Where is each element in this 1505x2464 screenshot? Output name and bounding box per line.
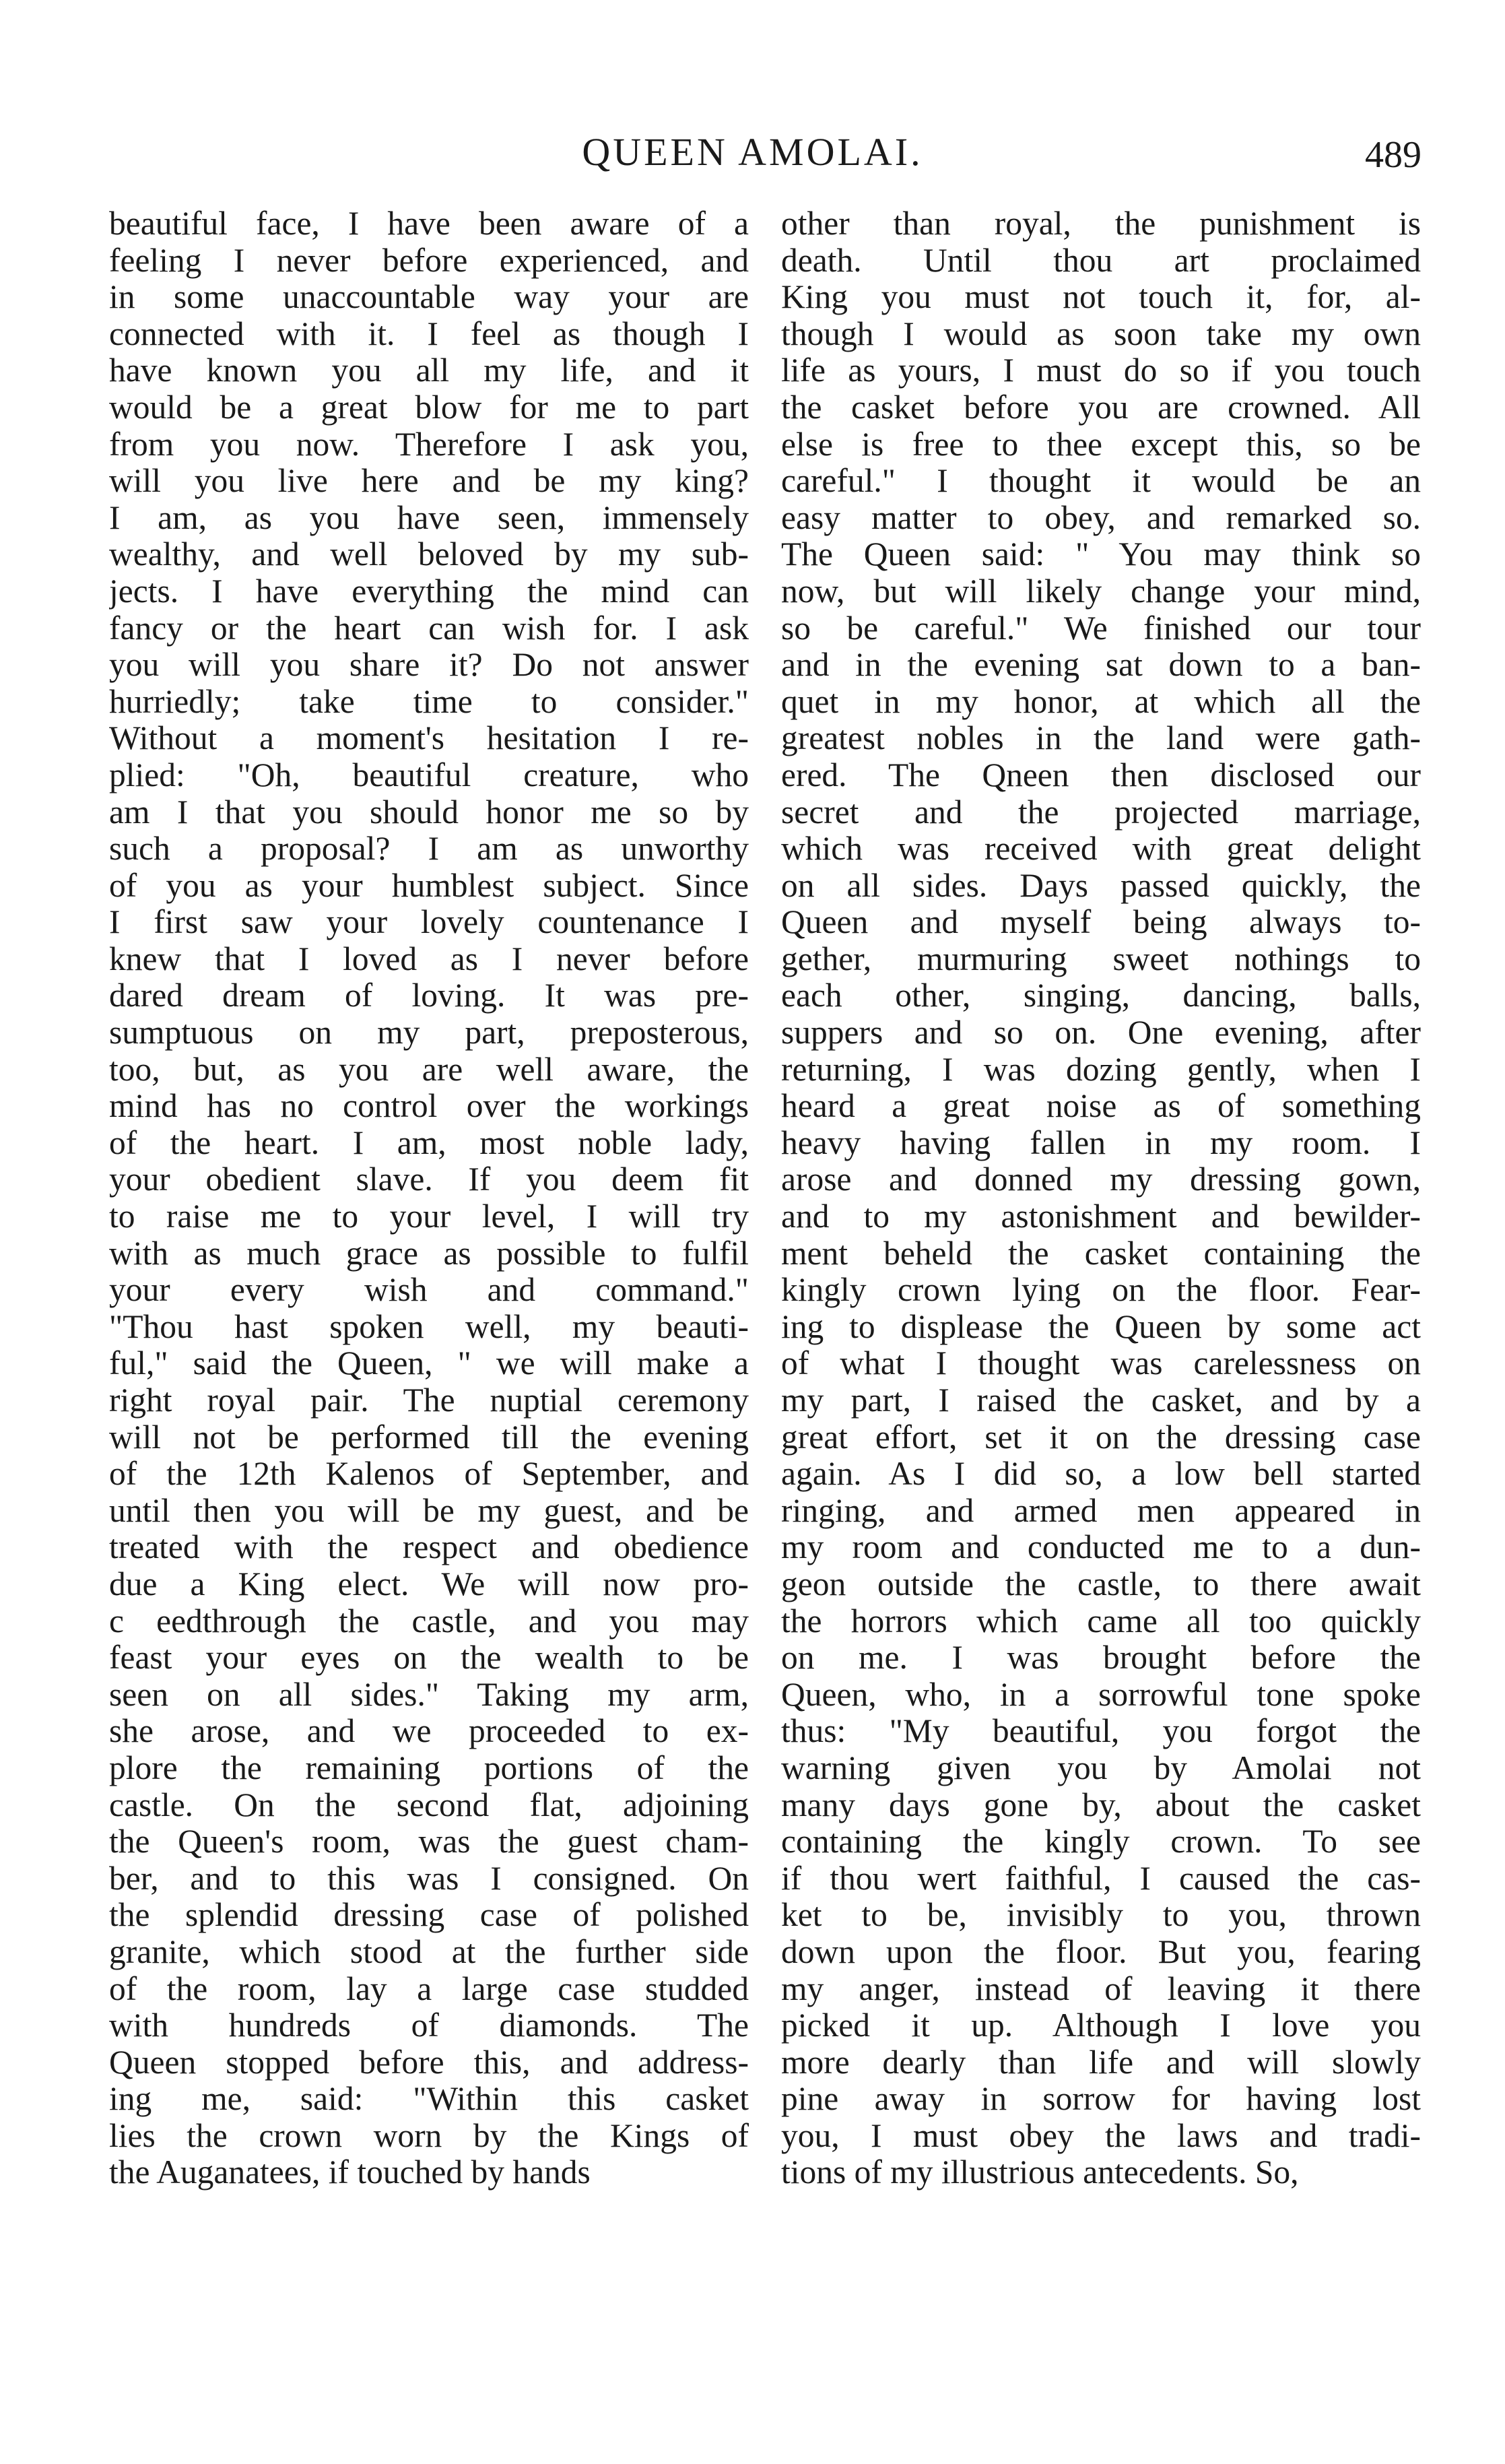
text-line: the Queen's room, was the guest cham- <box>109 1823 749 1860</box>
text-line: Queen, who, in a sorrowful tone spoke <box>781 1676 1421 1713</box>
text-line: on all sides. Days passed quickly, the <box>781 867 1421 904</box>
text-line: I first saw your lovely countenance I <box>109 904 749 941</box>
text-line: ered. The Qneen then disclosed our <box>781 756 1421 793</box>
text-line: kingly crown lying on the floor. Fear- <box>781 1272 1421 1309</box>
text-line: the Auganatees, if touched by hands <box>109 2154 591 2191</box>
running-head <box>0 125 1505 179</box>
text-line: ing to displease the Queen by some act <box>781 1308 1421 1345</box>
text-line: again. As I did so, a low bell started <box>781 1456 1421 1493</box>
text-line: lies the crown worn by the Kings of <box>109 2117 749 2154</box>
text-line: wealthy, and well beloved by my sub- <box>109 536 749 573</box>
text-line: Queen and myself being always to- <box>781 904 1421 941</box>
text-line: your every wish and command." <box>109 1272 749 1309</box>
text-line: the casket before you are crowned. All <box>781 389 1421 426</box>
text-line: thus: "My beautiful, you forgot the <box>781 1713 1421 1750</box>
text-line: of the heart. I am, most noble lady, <box>109 1124 749 1161</box>
text-line: secret and the projected marriage, <box>781 793 1421 831</box>
text-line: greatest nobles in the land were gath- <box>781 720 1421 757</box>
text-line: life as yours, I must do so if you touch <box>781 352 1421 389</box>
text-line: gether, murmuring sweet nothings to <box>781 940 1421 977</box>
text-line: my room and conducted me to a dun- <box>781 1529 1421 1566</box>
text-line: plore the remaining portions of the <box>109 1749 749 1786</box>
text-line: granite, which stood at the further side <box>109 1933 749 1970</box>
text-line: to raise me to your level, I will try <box>109 1198 749 1235</box>
text-line: would be a great blow for me to part <box>109 389 749 426</box>
text-line: if thou wert faithful, I caused the cas- <box>781 1860 1421 1897</box>
text-line: due a King elect. We will now pro- <box>109 1565 749 1602</box>
text-line: seen on all sides." Taking my arm, <box>109 1676 749 1713</box>
text-line: of what I thought was carelessness on <box>781 1345 1421 1382</box>
text-column-left <box>109 205 749 2191</box>
text-line: so be careful." We finished our tour <box>781 610 1421 647</box>
text-line: quet in my honor, at which all the <box>781 683 1421 720</box>
text-line: feast your eyes on the wealth to be <box>109 1640 749 1677</box>
text-line: am I that you should honor me so by <box>109 793 749 831</box>
text-line: picked it up. Although I love you <box>781 2007 1421 2044</box>
text-line: castle. On the second flat, adjoining <box>109 1786 749 1823</box>
text-line: in some unaccountable way your are <box>109 279 749 316</box>
text-line: have known you all my life, and it <box>109 352 749 389</box>
text-line: easy matter to obey, and remarked so. <box>781 499 1421 536</box>
text-line: returning, I was dozing gently, when I <box>781 1051 1421 1088</box>
text-line: jects. I have everything the mind can <box>109 573 749 610</box>
text-line: I am, as you have seen, immensely <box>109 499 749 536</box>
text-line: you will you share it? Do not answer <box>109 647 749 684</box>
text-line: feeling I never before experienced, and <box>109 242 749 279</box>
text-line: from you now. Therefore I ask you, <box>109 426 749 463</box>
text-line: ing me, said: "Within this casket <box>109 2081 749 2118</box>
page-number: 489 <box>1365 134 1422 176</box>
text-line: will not be performed till the evening <box>109 1419 749 1456</box>
text-line: Queen stopped before this, and address- <box>109 2044 749 2081</box>
text-line: such a proposal? I am as unworthy <box>109 831 749 868</box>
text-line: knew that I loved as I never before <box>109 940 749 977</box>
text-line: containing the kingly crown. To see <box>781 1823 1421 1860</box>
text-line: treated with the respect and obedience <box>109 1529 749 1566</box>
text-line: dared dream of loving. It was pre- <box>109 977 749 1014</box>
text-line: my anger, instead of leaving it there <box>781 1970 1421 2007</box>
text-line: ment beheld the casket containing the <box>781 1235 1421 1272</box>
text-line: which was received with great delight <box>781 831 1421 868</box>
text-line: of the room, lay a large case studded <box>109 1970 749 2007</box>
text-line: fancy or the heart can wish for. I ask <box>109 610 749 647</box>
text-line: more dearly than life and will slowly <box>781 2044 1421 2081</box>
text-line: Without a moment's hesitation I re- <box>109 720 749 757</box>
text-line: plied: "Oh, beautiful creature, who <box>109 756 749 793</box>
text-line: the splendid dressing case of polished <box>109 1897 749 1934</box>
text-line: suppers and so on. One evening, after <box>781 1014 1421 1051</box>
text-column-right <box>781 205 1421 2191</box>
text-line: with hundreds of diamonds. The <box>109 2007 749 2044</box>
text-line: ful," said the Queen, " we will make a <box>109 1345 749 1382</box>
text-line: each other, singing, dancing, balls, <box>781 977 1421 1014</box>
text-line: the horrors which came all too quickly <box>781 1602 1421 1640</box>
text-line: down upon the floor. But you, fearing <box>781 1933 1421 1970</box>
text-line: arose and donned my dressing gown, <box>781 1161 1421 1198</box>
text-line: though I would as soon take my own <box>781 315 1421 352</box>
text-line: and in the evening sat down to a ban- <box>781 647 1421 684</box>
text-line: The Queen said: " You may think so <box>781 536 1421 573</box>
text-line: will you live here and be my king? <box>109 463 749 500</box>
text-line: ringing, and armed men appeared in <box>781 1492 1421 1529</box>
text-line: sumptuous on my part, preposterous, <box>109 1014 749 1051</box>
text-line: "Thou hast spoken well, my beauti- <box>109 1308 749 1345</box>
text-line: many days gone by, about the casket <box>781 1786 1421 1823</box>
text-line: of the 12th Kalenos of September, and <box>109 1456 749 1493</box>
text-line: with as much grace as possible to fulfil <box>109 1235 749 1272</box>
text-line: too, but, as you are well aware, the <box>109 1051 749 1088</box>
text-line: c eedthrough the castle, and you may <box>109 1602 749 1640</box>
text-line: pine away in sorrow for having lost <box>781 2081 1421 2118</box>
text-line: hurriedly; take time to consider." <box>109 683 749 720</box>
text-line: heard a great noise as of something <box>781 1088 1421 1125</box>
text-line: ket to be, invisibly to you, thrown <box>781 1897 1421 1934</box>
text-line: else is free to thee except this, so be <box>781 426 1421 463</box>
text-line: heavy having fallen in my room. I <box>781 1124 1421 1161</box>
text-line: your obedient slave. If you deem fit <box>109 1161 749 1198</box>
text-line: of you as your humblest subject. Since <box>109 867 749 904</box>
text-line: death. Until thou art proclaimed <box>781 242 1421 279</box>
text-line: on me. I was brought before the <box>781 1640 1421 1677</box>
text-line: great effort, set it on the dressing case <box>781 1419 1421 1456</box>
text-line: King you must not touch it, for, al- <box>781 279 1421 316</box>
text-line: and to my astonishment and bewilder- <box>781 1198 1421 1235</box>
text-line: connected with it. I feel as though I <box>109 315 749 352</box>
text-line: geon outside the castle, to there await <box>781 1565 1421 1602</box>
text-line: careful." I thought it would be an <box>781 463 1421 500</box>
page-title: QUEEN AMOLAI. <box>582 130 923 174</box>
text-line: tions of my illustrious antecedents. So, <box>781 2154 1299 2191</box>
text-line: my part, I raised the casket, and by a <box>781 1382 1421 1419</box>
text-line: other than royal, the punishment is <box>781 205 1421 242</box>
text-line: warning given you by Amolai not <box>781 1749 1421 1786</box>
text-line: right royal pair. The nuptial ceremony <box>109 1382 749 1419</box>
text-line: now, but will likely change your mind, <box>781 573 1421 610</box>
text-line: beautiful face, I have been aware of a <box>109 205 749 242</box>
text-line: she arose, and we proceeded to ex- <box>109 1713 749 1750</box>
text-line: until then you will be my guest, and be <box>109 1492 749 1529</box>
text-line: mind has no control over the workings <box>109 1088 749 1125</box>
text-line: you, I must obey the laws and tradi- <box>781 2117 1421 2154</box>
text-line: ber, and to this was I consigned. On <box>109 1860 749 1897</box>
